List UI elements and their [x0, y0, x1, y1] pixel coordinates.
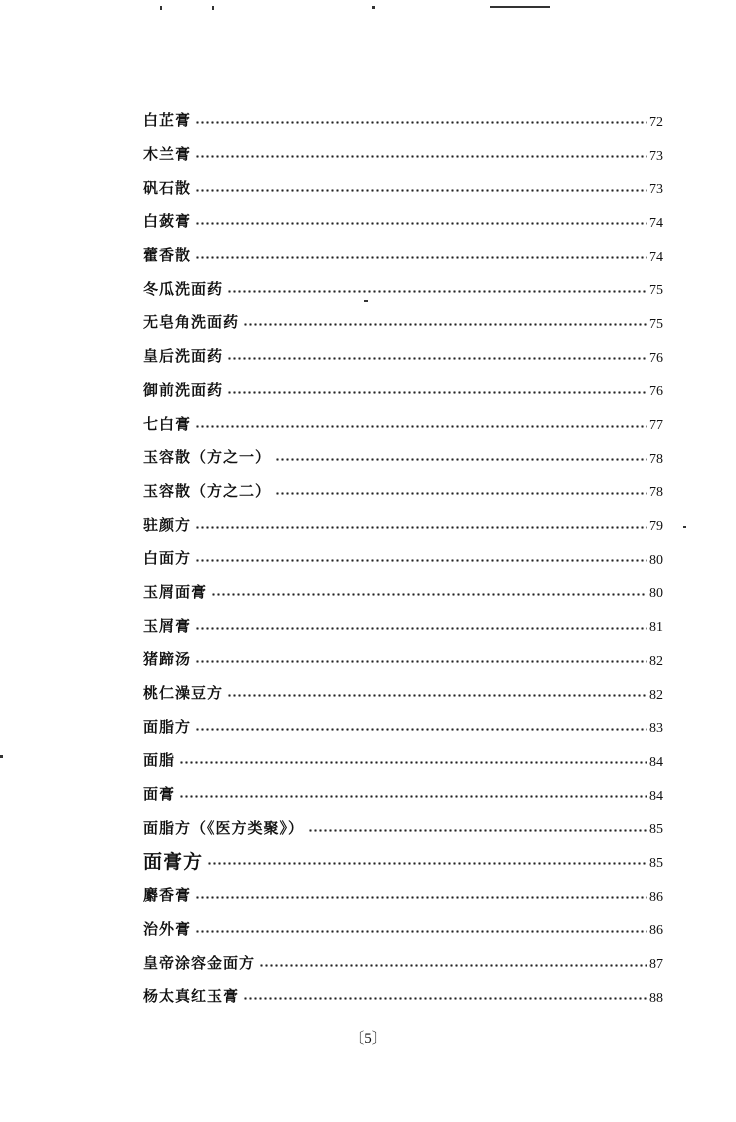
toc-entry-page: 74 — [649, 249, 663, 265]
scan-speck — [212, 6, 214, 10]
dot-leader — [195, 189, 647, 192]
toc-entry-page: 75 — [649, 283, 663, 299]
toc-entry — [143, 709, 663, 743]
toc-entry-title: 无皂角洗面药 — [143, 313, 240, 332]
toc-entry-title: 白芷膏 — [143, 111, 192, 130]
toc-entry-title: 白面方 — [143, 549, 192, 568]
toc-entry — [143, 238, 663, 272]
toc-entry-title: 冬瓜洗面药 — [143, 279, 224, 298]
toc-entry-page: 76 — [649, 384, 663, 400]
toc-entry-page: 88 — [649, 990, 663, 1006]
toc-entry-title: 驻颜方 — [143, 515, 192, 534]
toc-entry — [143, 541, 663, 575]
toc-entry-page: 75 — [649, 316, 663, 332]
toc-entry — [143, 979, 663, 1013]
toc-entry-title: 木兰膏 — [143, 145, 192, 164]
dot-leader — [195, 155, 647, 158]
toc-entry-page: 86 — [649, 889, 663, 905]
toc-entry-page: 73 — [649, 148, 663, 164]
toc-entry — [143, 339, 663, 373]
toc-entry-page: 84 — [649, 754, 663, 770]
dot-leader — [207, 862, 647, 865]
toc-entry-page: 83 — [649, 721, 663, 737]
toc-entry-title: 皇后洗面药 — [143, 347, 224, 366]
dot-leader — [227, 290, 647, 293]
toc-entry-title: 治外膏 — [143, 919, 192, 938]
dot-leader — [195, 930, 647, 933]
toc-entry-page: 84 — [649, 788, 663, 804]
toc-entry-title: 玉屑面膏 — [143, 582, 208, 601]
dot-leader — [227, 357, 647, 360]
dot-leader — [275, 492, 647, 495]
toc-entry — [143, 170, 663, 204]
toc-entry-page: 85 — [649, 855, 663, 871]
toc-entry-title: 玉屑膏 — [143, 616, 192, 635]
dot-leader — [211, 593, 647, 596]
toc-entry-title: 白蔹膏 — [143, 212, 192, 231]
toc-entry-page: 72 — [649, 114, 663, 130]
toc-entry-page: 79 — [649, 519, 663, 535]
toc-entry-title: 面膏方 — [143, 851, 204, 874]
dot-leader — [195, 896, 647, 899]
toc-entry-title: 麝香膏 — [143, 886, 192, 905]
dot-leader — [195, 256, 647, 259]
dot-leader — [227, 694, 647, 697]
scan-speck — [0, 755, 3, 758]
toc-entry-title: 桃仁澡豆方 — [143, 684, 224, 703]
toc-entry-title: 皇帝涂容金面方 — [143, 953, 256, 972]
dot-leader — [259, 964, 647, 967]
toc-entry-title: 杨太真红玉膏 — [143, 987, 240, 1006]
toc-entry-title: 矾石散 — [143, 178, 192, 197]
dot-leader — [179, 795, 647, 798]
toc-entry — [143, 777, 663, 811]
toc-entry-title: 面脂方（《医方类聚》） — [143, 818, 305, 837]
scan-speck — [160, 6, 162, 10]
toc-entry-title: 面脂方 — [143, 717, 192, 736]
toc-entry — [143, 204, 663, 238]
toc-entry — [143, 810, 663, 844]
toc-entry — [143, 912, 663, 946]
toc-entry-page: 76 — [649, 350, 663, 366]
toc-entry-title: 藿香散 — [143, 246, 192, 265]
toc-entry-title: 七白膏 — [143, 414, 192, 433]
toc-entry — [143, 676, 663, 710]
toc-entry — [143, 271, 663, 305]
toc-entry-page: 73 — [649, 182, 663, 198]
table-of-contents — [143, 103, 663, 1013]
dot-leader — [195, 627, 647, 630]
dot-leader — [195, 425, 647, 428]
toc-entry — [143, 642, 663, 676]
toc-entry — [143, 878, 663, 912]
toc-entry-page: 80 — [649, 552, 663, 568]
toc-entry — [143, 945, 663, 979]
dot-leader — [243, 323, 647, 326]
dot-leader — [195, 728, 647, 731]
toc-entry-page: 78 — [649, 451, 663, 467]
toc-entry — [143, 575, 663, 609]
toc-entry-page: 87 — [649, 957, 663, 973]
page-number: 〔5〕 — [349, 1031, 387, 1047]
toc-entry-title: 面脂 — [143, 751, 176, 770]
dot-leader — [195, 222, 647, 225]
toc-entry-page: 86 — [649, 923, 663, 939]
dot-leader — [195, 559, 647, 562]
toc-entry — [143, 137, 663, 171]
dot-leader — [195, 660, 647, 663]
toc-entry-title: 猪蹄汤 — [143, 650, 192, 669]
dot-leader — [179, 761, 647, 764]
toc-entry-title: 玉容散（方之一） — [143, 448, 272, 467]
toc-entry-title: 面膏 — [143, 785, 176, 804]
toc-entry-title: 御前洗面药 — [143, 380, 224, 399]
toc-entry-page: 77 — [649, 418, 663, 434]
toc-entry-title: 玉容散（方之二） — [143, 481, 272, 500]
toc-entry — [143, 844, 663, 878]
toc-entry-page: 85 — [649, 822, 663, 838]
toc-entry — [143, 474, 663, 508]
scan-speck — [683, 526, 686, 528]
toc-entry-page: 80 — [649, 586, 663, 602]
toc-entry — [143, 608, 663, 642]
dot-leader — [308, 829, 647, 832]
dot-leader — [275, 458, 647, 461]
toc-entry-page: 81 — [649, 620, 663, 636]
toc-entry — [143, 406, 663, 440]
scan-speck — [372, 6, 375, 9]
dot-leader — [195, 121, 647, 124]
toc-entry — [143, 305, 663, 339]
toc-entry — [143, 507, 663, 541]
toc-entry-page: 82 — [649, 653, 663, 669]
dot-leader — [243, 997, 647, 1000]
toc-entry — [143, 440, 663, 474]
dot-leader — [227, 391, 647, 394]
toc-entry — [143, 743, 663, 777]
scan-speck — [490, 6, 550, 8]
toc-entry — [143, 103, 663, 137]
toc-entry — [143, 373, 663, 407]
dot-leader — [195, 526, 647, 529]
toc-entry-page: 82 — [649, 687, 663, 703]
toc-entry-page: 78 — [649, 485, 663, 501]
toc-entry-page: 74 — [649, 215, 663, 231]
